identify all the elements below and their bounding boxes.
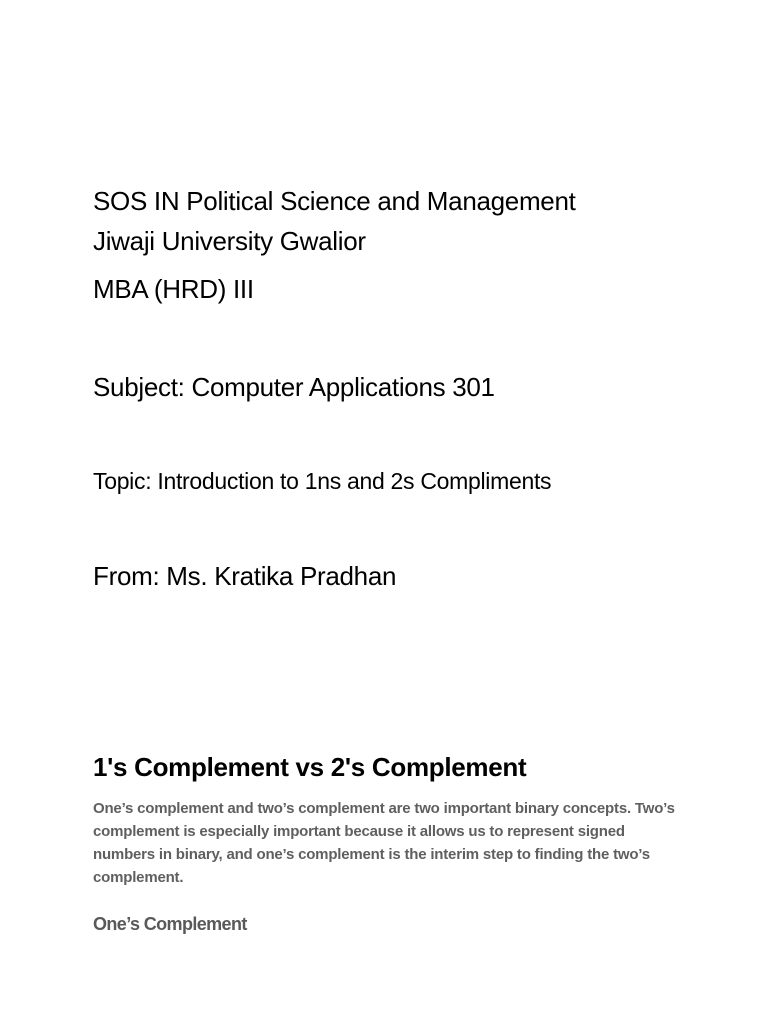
university-line: Jiwaji University Gwalior — [93, 226, 366, 256]
intro-paragraph: One’s complement and two’s complement are two important binary concepts. Two’s complement is especially important because it allows us to represent signed numbers in binary, and one’s complement is the interim step to finding the two’s complement. — [93, 800, 675, 886]
course-line: MBA (HRD) III — [93, 274, 254, 304]
article-title: 1's Complement vs 2's Complement — [93, 752, 527, 782]
subject-line: Subject: Computer Applications 301 — [93, 372, 495, 402]
department-line: SOS IN Political Science and Management — [93, 186, 576, 216]
section-heading: One’s Complement — [93, 914, 247, 934]
author-line: From: Ms. Kratika Pradhan — [93, 561, 397, 591]
topic-line: Topic: Introduction to 1ns and 2s Compliments — [93, 468, 552, 494]
